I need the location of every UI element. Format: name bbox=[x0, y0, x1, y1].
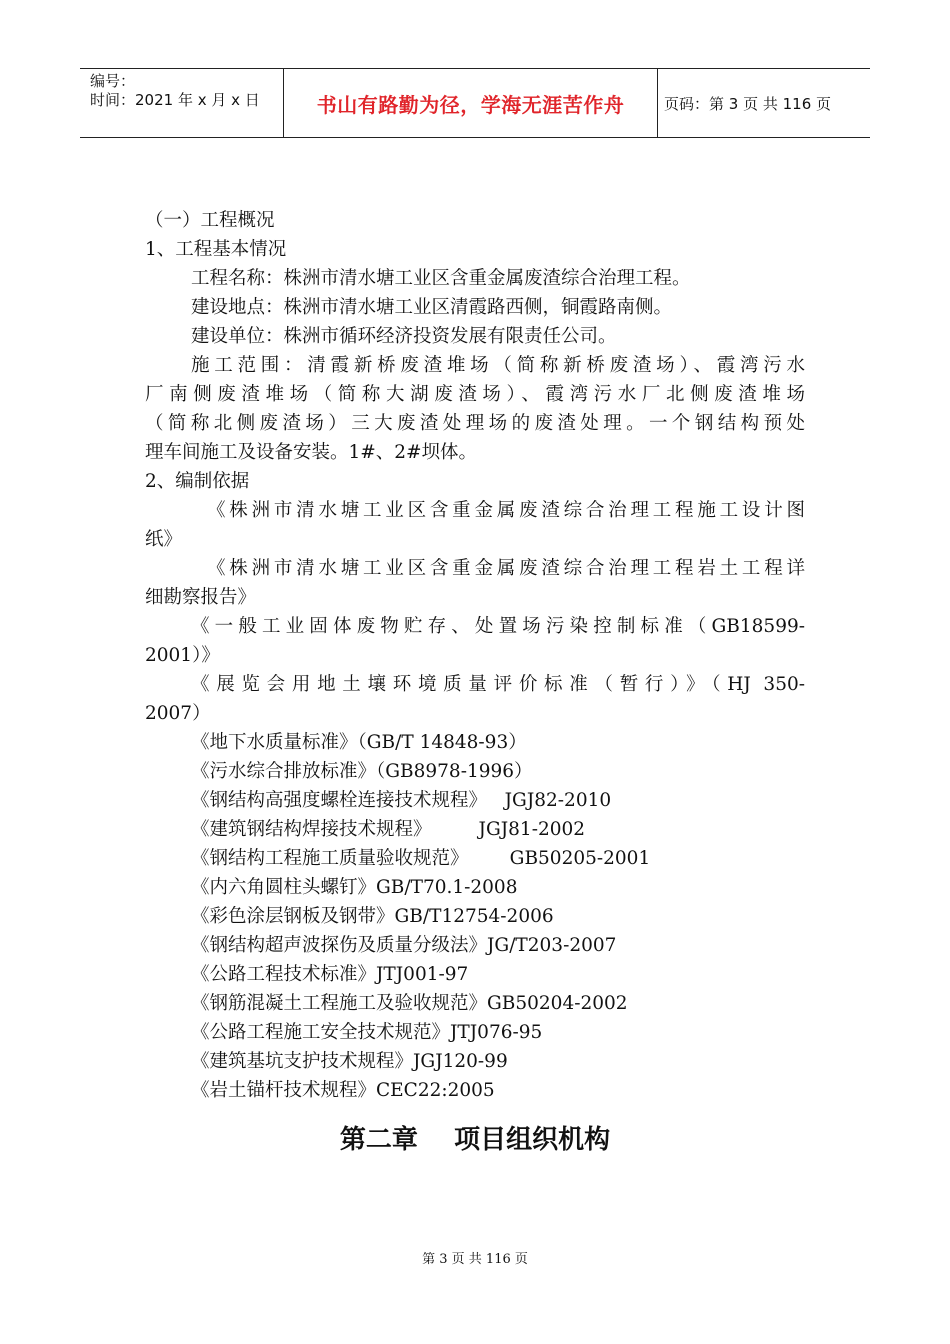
reference-1-line-2: 纸》 bbox=[145, 529, 183, 550]
reference-3-line-1: 《一般工业固体废物贮存、处置场污染控制标准（GB18599- bbox=[191, 616, 805, 637]
reference-11: 《彩色涂层钢板及钢带》GB/T12754-2006 bbox=[191, 906, 554, 927]
reference-13: 《公路工程技术标准》JTJ001-97 bbox=[191, 964, 469, 985]
document-number-label: 编号： bbox=[90, 72, 136, 90]
reference-12: 《钢结构超声波探伤及质量分级法》JG/T203-2007 bbox=[191, 935, 617, 956]
construction-unit: 建设单位：株洲市循环经济投资发展有限责任公司。 bbox=[191, 326, 617, 347]
subsection-title-2: 2、编制依据 bbox=[145, 471, 250, 492]
scope-line-3: （简称北侧废渣场）三大废渣处理场的废渣处理。一个钢结构预处 bbox=[145, 413, 805, 434]
reference-4-line-2: 2007） bbox=[145, 703, 211, 724]
document-body bbox=[145, 206, 805, 1105]
header-page-info: 页码：第 3 页 共 116 页 bbox=[664, 94, 832, 113]
subsection-title-1: 1、工程基本情况 bbox=[145, 239, 287, 260]
header-left-cell bbox=[80, 69, 284, 137]
reference-8: 《建筑钢结构焊接技术规程》 JGJ81-2002 bbox=[191, 819, 586, 840]
reference-16: 《建筑基坑支护技术规程》JGJ120-99 bbox=[191, 1051, 508, 1072]
header-motto: 书山有路勤为径，学海无涯苦作舟 bbox=[316, 92, 625, 117]
document-time-label: 时间：2021 年 x 月 x 日 bbox=[90, 91, 260, 109]
page-footer: 第 3 页 共 116 页 bbox=[422, 1252, 528, 1267]
section-title: （一）工程概况 bbox=[145, 210, 275, 231]
reference-2-line-1: 《株洲市清水塘工业区含重金属废渣综合治理工程岩土工程详 bbox=[207, 558, 805, 579]
reference-14: 《钢筋混凝土工程施工及验收规范》GB50204-2002 bbox=[191, 993, 628, 1014]
reference-10: 《内六角圆柱头螺钉》GB/T70.1-2008 bbox=[191, 877, 518, 898]
reference-9: 《钢结构工程施工质量验收规范》 GB50205-2001 bbox=[191, 848, 651, 869]
project-name: 工程名称：株洲市清水塘工业区含重金属废渣综合治理工程。 bbox=[191, 268, 691, 289]
reference-4-line-1: 《展览会用地土壤环境质量评价标准（暂行）》（HJ 350- bbox=[191, 674, 805, 695]
reference-5: 《地下水质量标准》（GB/T 14848-93） bbox=[191, 732, 527, 753]
reference-15: 《公路工程施工安全技术规范》JTJ076-95 bbox=[191, 1022, 543, 1043]
chapter-title: 第二章 项目组织机构 bbox=[339, 1125, 611, 1155]
reference-2-line-2: 细勘察报告》 bbox=[145, 587, 257, 608]
reference-3-line-2: 2001）》 bbox=[145, 645, 220, 666]
reference-7: 《钢结构高强度螺栓连接技术规程》 JGJ82-2010 bbox=[191, 790, 612, 811]
construction-location: 建设地点：株洲市清水塘工业区清霞路西侧，铜霞路南侧。 bbox=[191, 297, 673, 318]
reference-17: 《岩土锚杆技术规程》CEC22:2005 bbox=[191, 1080, 495, 1101]
reference-1-line-1: 《株洲市清水塘工业区含重金属废渣综合治理工程施工设计图 bbox=[207, 500, 805, 521]
scope-line-1: 施工范围：清霞新桥废渣堆场（简称新桥废渣场）、霞湾污水 bbox=[191, 355, 805, 376]
scope-line-2: 厂南侧废渣堆场（简称大湖废渣场）、霞湾污水厂北侧废渣堆场 bbox=[145, 384, 805, 405]
page-header bbox=[80, 68, 870, 138]
header-motto-cell bbox=[284, 69, 658, 137]
reference-6: 《污水综合排放标准》（GB8978-1996） bbox=[191, 761, 533, 782]
scope-line-4: 理车间施工及设备安装。1#、2#坝体。 bbox=[145, 442, 478, 463]
